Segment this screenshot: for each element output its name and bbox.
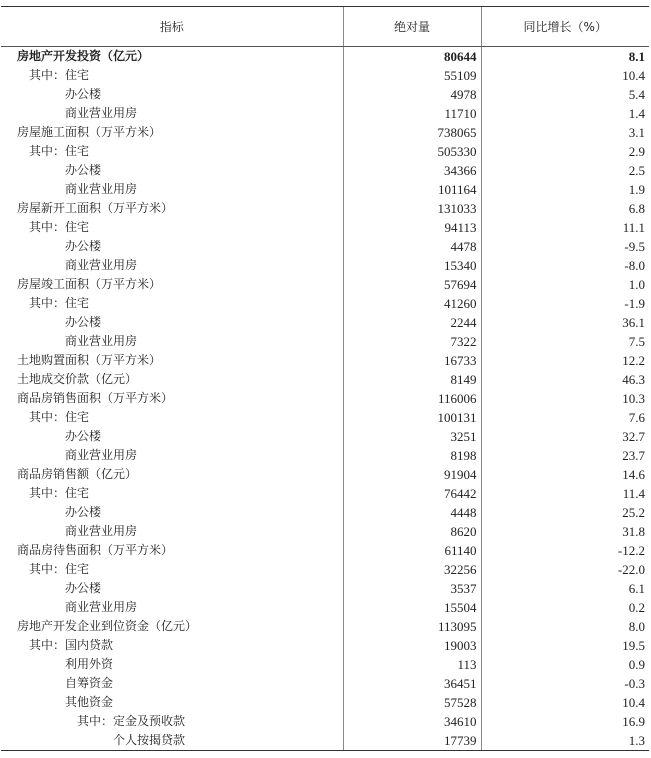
row-indicator-cell — [1, 370, 343, 389]
row-yoy-growth: 10.3 — [481, 389, 649, 408]
row-indicator-label: 其中：住宅 — [29, 562, 90, 576]
row-indicator-label: 商业营业用房 — [65, 334, 138, 348]
row-indicator-cell — [1, 465, 343, 484]
row-absolute-value: 3537 — [343, 579, 481, 598]
table-row — [1, 389, 649, 408]
table-row — [1, 655, 649, 674]
table-row — [1, 66, 649, 85]
row-yoy-growth: 25.2 — [481, 503, 649, 522]
table-row — [1, 560, 649, 579]
row-yoy-growth: -8.0 — [481, 256, 649, 275]
table-row — [1, 313, 649, 332]
row-indicator-label: 房屋施工面积（万平方米） — [17, 125, 162, 139]
row-yoy-growth: -22.0 — [481, 560, 649, 579]
row-indicator-cell — [1, 294, 343, 313]
row-absolute-value: 36451 — [343, 674, 481, 693]
table-row — [1, 256, 649, 275]
row-absolute-value: 34366 — [343, 161, 481, 180]
row-absolute-value: 76442 — [343, 484, 481, 503]
row-absolute-value: 100131 — [343, 408, 481, 427]
table-row — [1, 161, 649, 180]
table-row — [1, 674, 649, 693]
row-indicator-label: 其中：住宅 — [29, 220, 90, 234]
row-absolute-value: 15504 — [343, 598, 481, 617]
row-absolute-value: 55109 — [343, 66, 481, 85]
row-indicator-label: 办公楼 — [65, 239, 102, 253]
row-indicator-cell — [1, 237, 343, 256]
row-yoy-growth: 6.8 — [481, 199, 649, 218]
row-absolute-value: 116006 — [343, 389, 481, 408]
row-indicator-label: 商业营业用房 — [65, 448, 138, 462]
table-row — [1, 712, 649, 731]
row-indicator-cell — [1, 104, 343, 123]
row-absolute-value: 4478 — [343, 237, 481, 256]
table-row — [1, 465, 649, 484]
row-absolute-value: 91904 — [343, 465, 481, 484]
row-indicator-cell — [1, 161, 343, 180]
row-indicator-label: 商业营业用房 — [65, 106, 138, 120]
row-absolute-value: 8149 — [343, 370, 481, 389]
row-indicator-cell — [1, 636, 343, 655]
row-indicator-label: 土地成交价款（亿元） — [17, 372, 138, 386]
row-indicator-label: 商业营业用房 — [65, 600, 138, 614]
row-absolute-value: 34610 — [343, 712, 481, 731]
row-yoy-growth: -9.5 — [481, 237, 649, 256]
row-indicator-label: 商品房销售额（亿元） — [17, 467, 138, 481]
row-indicator-cell — [1, 541, 343, 560]
row-indicator-cell — [1, 408, 343, 427]
table-row — [1, 579, 649, 598]
row-indicator-label: 其中：住宅 — [29, 68, 90, 82]
row-yoy-growth: 23.7 — [481, 446, 649, 465]
row-indicator-cell — [1, 674, 343, 693]
row-yoy-growth: 32.7 — [481, 427, 649, 446]
row-indicator-label: 房屋新开工面积（万平方米） — [17, 201, 174, 215]
table-row — [1, 104, 649, 123]
row-indicator-label: 商业营业用房 — [65, 524, 138, 538]
header-indicator: 指标 — [1, 7, 343, 47]
row-indicator-cell — [1, 313, 343, 332]
row-yoy-growth: 7.5 — [481, 332, 649, 351]
row-yoy-growth: 1.0 — [481, 275, 649, 294]
row-yoy-growth: 2.9 — [481, 142, 649, 161]
row-indicator-label: 办公楼 — [65, 87, 102, 101]
table-row — [1, 503, 649, 522]
table-row — [1, 180, 649, 199]
row-indicator-cell — [1, 142, 343, 161]
row-yoy-growth: 11.4 — [481, 484, 649, 503]
row-indicator-cell — [1, 351, 343, 370]
row-yoy-growth: 8.0 — [481, 617, 649, 636]
row-indicator-cell — [1, 446, 343, 465]
row-indicator-cell — [1, 484, 343, 503]
table-row — [1, 370, 649, 389]
row-indicator-label: 商业营业用房 — [65, 182, 138, 196]
row-yoy-growth: -0.3 — [481, 674, 649, 693]
row-indicator-label: 商业营业用房 — [65, 258, 138, 272]
table-header-row — [1, 7, 649, 47]
row-indicator-label: 房地产开发企业到位资金（亿元） — [17, 619, 198, 633]
row-indicator-label: 办公楼 — [65, 315, 102, 329]
row-yoy-growth: 12.2 — [481, 351, 649, 370]
row-indicator-label: 个人按揭贷款 — [113, 733, 186, 747]
table-row — [1, 294, 649, 313]
row-indicator-cell — [1, 123, 343, 142]
row-indicator-label: 办公楼 — [65, 163, 102, 177]
row-yoy-growth: 19.5 — [481, 636, 649, 655]
table-row — [1, 351, 649, 370]
row-indicator-cell — [1, 503, 343, 522]
row-absolute-value: 57528 — [343, 693, 481, 712]
table-row — [1, 218, 649, 237]
row-indicator-label: 其中：定金及预收款 — [77, 714, 186, 728]
row-yoy-growth: 0.2 — [481, 598, 649, 617]
row-yoy-growth: 6.1 — [481, 579, 649, 598]
row-yoy-growth: 10.4 — [481, 66, 649, 85]
table-row — [1, 484, 649, 503]
table-row — [1, 636, 649, 655]
row-yoy-growth: 36.1 — [481, 313, 649, 332]
row-yoy-growth: -1.9 — [481, 294, 649, 313]
row-absolute-value: 19003 — [343, 636, 481, 655]
row-indicator-cell — [1, 522, 343, 541]
row-indicator-cell — [1, 85, 343, 104]
row-absolute-value: 113 — [343, 655, 481, 674]
row-indicator-cell — [1, 617, 343, 636]
row-absolute-value: 738065 — [343, 123, 481, 142]
row-absolute-value: 57694 — [343, 275, 481, 294]
row-absolute-value: 11710 — [343, 104, 481, 123]
row-indicator-cell — [1, 180, 343, 199]
table-row — [1, 199, 649, 218]
row-indicator-label: 其中：住宅 — [29, 486, 90, 500]
row-indicator-cell — [1, 731, 343, 751]
row-indicator-cell — [1, 218, 343, 237]
row-absolute-value: 113095 — [343, 617, 481, 636]
row-indicator-cell — [1, 560, 343, 579]
row-yoy-growth: 1.4 — [481, 104, 649, 123]
row-yoy-growth: 5.4 — [481, 85, 649, 104]
row-absolute-value: 4448 — [343, 503, 481, 522]
row-absolute-value: 131033 — [343, 199, 481, 218]
table-row — [1, 598, 649, 617]
table-row — [1, 275, 649, 294]
row-absolute-value: 4978 — [343, 85, 481, 104]
row-indicator-cell — [1, 655, 343, 674]
row-indicator-label: 房屋竣工面积（万平方米） — [17, 277, 162, 291]
row-absolute-value: 94113 — [343, 218, 481, 237]
table-row — [1, 617, 649, 636]
row-yoy-growth: 11.1 — [481, 218, 649, 237]
row-yoy-growth: 46.3 — [481, 370, 649, 389]
table-row — [1, 47, 649, 67]
row-yoy-growth: -12.2 — [481, 541, 649, 560]
table-row — [1, 237, 649, 256]
row-absolute-value: 17739 — [343, 731, 481, 751]
row-yoy-growth: 10.4 — [481, 693, 649, 712]
row-indicator-label: 房地产开发投资（亿元） — [17, 49, 150, 63]
row-yoy-growth: 2.5 — [481, 161, 649, 180]
row-absolute-value: 101164 — [343, 180, 481, 199]
row-absolute-value: 505330 — [343, 142, 481, 161]
row-indicator-cell — [1, 427, 343, 446]
row-indicator-label: 土地购置面积（万平方米） — [17, 353, 162, 367]
row-absolute-value: 2244 — [343, 313, 481, 332]
row-indicator-label: 办公楼 — [65, 429, 102, 443]
table-row — [1, 408, 649, 427]
row-indicator-label: 自筹资金 — [65, 676, 114, 690]
row-indicator-label: 商品房销售面积（万平方米） — [17, 391, 174, 405]
row-yoy-growth: 3.1 — [481, 123, 649, 142]
row-indicator-label: 其中：住宅 — [29, 144, 90, 158]
row-absolute-value: 3251 — [343, 427, 481, 446]
row-absolute-value: 32256 — [343, 560, 481, 579]
row-indicator-cell — [1, 275, 343, 294]
row-absolute-value: 61140 — [343, 541, 481, 560]
row-indicator-cell — [1, 66, 343, 85]
row-yoy-growth: 16.9 — [481, 712, 649, 731]
row-indicator-cell — [1, 332, 343, 351]
table-body — [1, 47, 649, 751]
row-absolute-value: 16733 — [343, 351, 481, 370]
row-indicator-cell — [1, 389, 343, 408]
row-yoy-growth: 1.3 — [481, 731, 649, 751]
row-yoy-growth: 8.1 — [481, 47, 649, 67]
row-absolute-value: 8620 — [343, 522, 481, 541]
table-row — [1, 693, 649, 712]
header-yoy-growth: 同比增长（%） — [481, 7, 649, 47]
row-indicator-cell — [1, 579, 343, 598]
row-indicator-cell — [1, 47, 343, 67]
row-absolute-value: 80644 — [343, 47, 481, 67]
row-indicator-cell — [1, 256, 343, 275]
real-estate-statistics-table — [1, 6, 649, 751]
row-indicator-cell — [1, 712, 343, 731]
row-indicator-label: 利用外资 — [65, 657, 114, 671]
table-row — [1, 332, 649, 351]
row-yoy-growth: 14.6 — [481, 465, 649, 484]
table-row — [1, 446, 649, 465]
row-absolute-value: 7322 — [343, 332, 481, 351]
row-indicator-label: 办公楼 — [65, 505, 102, 519]
table-row — [1, 142, 649, 161]
row-absolute-value: 41260 — [343, 294, 481, 313]
row-indicator-label: 办公楼 — [65, 581, 102, 595]
table-row — [1, 522, 649, 541]
row-yoy-growth: 1.9 — [481, 180, 649, 199]
row-absolute-value: 15340 — [343, 256, 481, 275]
row-yoy-growth: 0.9 — [481, 655, 649, 674]
row-indicator-cell — [1, 598, 343, 617]
row-indicator-label: 其中：国内贷款 — [29, 638, 114, 652]
table-row — [1, 541, 649, 560]
table-row — [1, 731, 649, 751]
header-absolute-value: 绝对量 — [343, 7, 481, 47]
row-absolute-value: 8198 — [343, 446, 481, 465]
table-row — [1, 123, 649, 142]
table-row — [1, 85, 649, 104]
row-indicator-label: 商品房待售面积（万平方米） — [17, 543, 174, 557]
row-indicator-label: 其中：住宅 — [29, 410, 90, 424]
row-yoy-growth: 31.8 — [481, 522, 649, 541]
row-yoy-growth: 7.6 — [481, 408, 649, 427]
row-indicator-label: 其中：住宅 — [29, 296, 90, 310]
row-indicator-cell — [1, 693, 343, 712]
table-row — [1, 427, 649, 446]
row-indicator-label: 其他资金 — [65, 695, 114, 709]
row-indicator-cell — [1, 199, 343, 218]
